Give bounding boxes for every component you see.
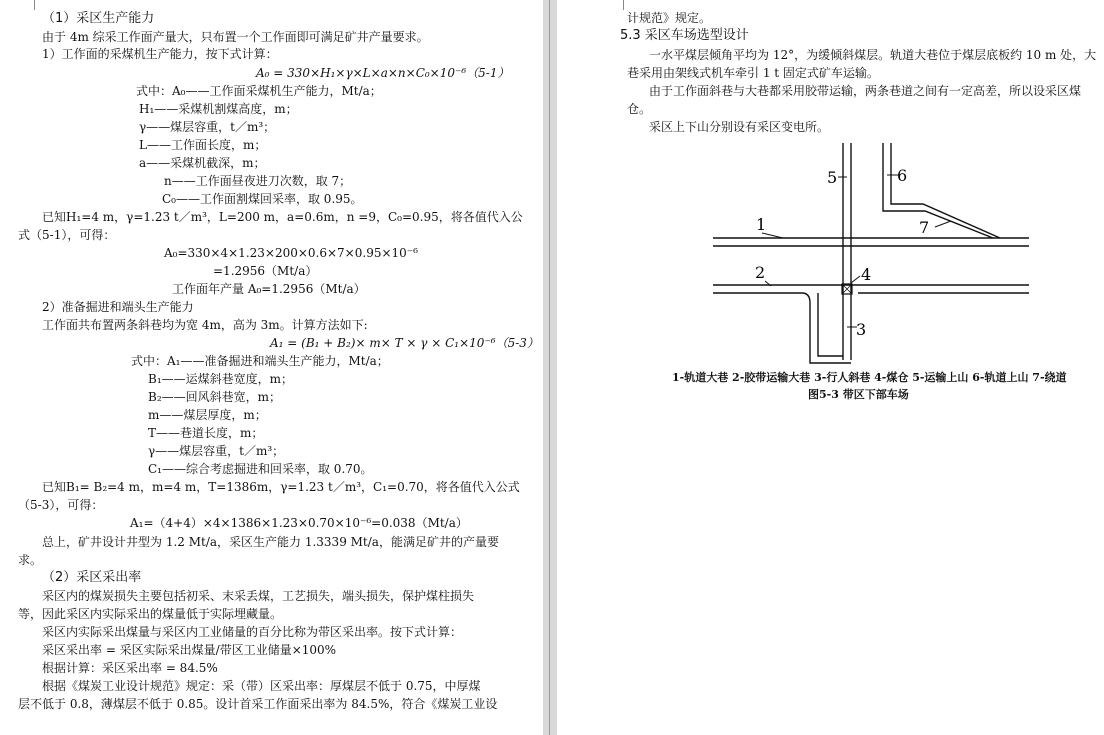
definition-line: 式中：A₁——准备掘进和端头生产能力，Mt/a； — [131, 354, 389, 368]
label-1: 1 — [756, 215, 767, 234]
definition-line: C₁——综合考虑掘进和回采率，取 0.70。 — [148, 462, 373, 476]
calculation-result: =1.2956（Mt/a） — [213, 264, 318, 278]
walkway-slope-inner — [818, 293, 843, 356]
body-line: 层不低于 0.8，薄煤层不低于 0.85。设计首采工作面采出率为 84.5%，符合《煤炭工业设 — [18, 697, 498, 711]
body-line: 采区内的煤炭损失主要包括初采、末采丢煤，工艺损失，端头损失，保护煤柱损失 — [42, 589, 475, 603]
body-line: 根据《煤炭工业设计规范》规定：采（带）区采出率：厚煤层不低于 0.75，中厚煤 — [42, 679, 481, 693]
label-6: 6 — [897, 166, 908, 185]
definition-line: L——工作面长度，m； — [139, 138, 267, 152]
body-line: 已知B₁= B₂=4 m，m=4 m，T=1386m，γ=1.23 t／m³，C₁=0.70，将各值代入公式 — [42, 480, 520, 494]
leader-4 — [851, 276, 860, 283]
formula-5-1: A₀ = 330×H₁×γ×L×a×n×C₀×10⁻⁶（5-1） — [256, 66, 510, 80]
page-gutter — [543, 0, 557, 735]
section-heading-5-3: 5.3 采区车场选型设计 — [620, 28, 749, 43]
annual-output-line: 工作面年产量 A₀=1.2956（Mt/a） — [172, 282, 366, 296]
calculation-line: A₀=330×4×1.23×200×0.6×7×0.95×10⁻⁶ — [164, 246, 418, 260]
body-line: 计规范》规定。 — [627, 11, 712, 25]
figure-caption: 图5-3 带区下部车场 — [808, 388, 909, 401]
label-3: 3 — [856, 320, 867, 339]
track-uphill-inner — [891, 143, 1000, 238]
label-5: 5 — [827, 168, 838, 187]
body-line: 已知H₁=4 m，γ=1.23 t／m³，L=200 m，a=0.6m，n =9，C₀=0.95，将各值代入公 — [42, 210, 523, 224]
body-line: 等，因此采区内实际采出的煤量低于实际埋藏量。 — [18, 607, 283, 621]
definition-line: C₀——工作面割煤回采率，取 0.95。 — [162, 192, 363, 206]
definition-line: 式中：A₀——工作面采煤机生产能力，Mt/a； — [136, 84, 382, 98]
definition-line: a——采煤机截深，m； — [139, 156, 266, 170]
body-line: 巷采用由架线式机车牵引 1 t 固定式矿车运输。 — [627, 66, 879, 80]
crop-mark — [24, 0, 35, 10]
page-divider — [549, 0, 550, 735]
body-line: 采区内实际采出煤量与采区内工业储量的百分比称为带区采出率。按下式计算： — [42, 625, 463, 639]
body-line: （5-3），可得： — [18, 498, 104, 512]
label-4: 4 — [861, 265, 872, 284]
definition-line: B₁——运煤斜巷宽度，m； — [148, 372, 294, 386]
body-line: 由于 4m 综采工作面产量大，只布置一个工作面即可满足矿井产量要求。 — [42, 30, 429, 44]
definition-line: m——煤层厚度，m； — [148, 408, 267, 422]
label-7: 7 — [919, 218, 930, 237]
definition-line: γ——煤层容重，t／m³； — [148, 444, 285, 458]
body-line: 式（5-1），可得： — [18, 228, 116, 242]
formula-5-3: A₁ = (B₁ + B₂)× m× T × γ × C₁×10⁻⁶（5-3） — [270, 336, 539, 350]
label-2: 2 — [755, 263, 766, 282]
figure-legend: 1-轨道大巷 2-胶带运输大巷 3-行人斜巷 4-煤仓 5-运输上山 6-轨道上山 7-绕道 — [672, 371, 1067, 384]
recovery-formula: 采区采出率 = 采区实际采出煤量/带区工业储量×100% — [42, 643, 337, 657]
recovery-result: 根据计算：采区采出率 = 84.5% — [42, 661, 218, 675]
body-line: 求。 — [18, 553, 43, 567]
body-line: 仓。 — [627, 102, 652, 116]
crop-mark — [613, 0, 624, 10]
body-line: 采区上下山分别设有采区变电所。 — [649, 120, 830, 134]
track-uphill-outer — [883, 143, 993, 238]
body-line: 工作面共布置两条斜巷均为宽 4m，高为 3m。计算方法如下: — [42, 318, 368, 332]
definition-line: H₁——采煤机割煤高度，m； — [139, 102, 298, 116]
right-page — [557, 0, 1104, 735]
section-heading-recovery: （2）采区采出率 — [42, 570, 142, 585]
body-line: 总上，矿井设计井型为 1.2 Mt/a，采区生产能力 1.3339 Mt/a，能满足矿井的产量要 — [42, 535, 499, 549]
yard-layout-figure — [557, 135, 1104, 395]
calculation-line: A₁=（4+4）×4×1386×1.23×0.70×10⁻⁶=0.038（Mt/a） — [130, 516, 468, 530]
subheading-line: 2）准备掘进和端头生产能力 — [42, 300, 194, 314]
body-line: 一水平煤层倾角平均为 12°，为缓倾斜煤层。轨道大巷位于煤层底板约 10 m 处，大 — [649, 48, 1097, 62]
definition-line: γ——煤层容重，t／m³； — [139, 120, 276, 134]
body-line: 1）工作面的采煤机生产能力，按下式计算： — [42, 47, 278, 61]
definition-line: n——工作面昼夜进刀次数，取 7； — [164, 174, 352, 188]
body-line: 由于工作面斜巷与大巷都采用胶带运输，两条巷道之间有一定高差，所以设采区煤 — [649, 84, 1082, 98]
left-page — [0, 0, 543, 735]
definition-line: T——巷道长度，m； — [148, 426, 264, 440]
definition-line: B₂——回风斜巷宽，m； — [148, 390, 282, 404]
leader-7 — [935, 221, 951, 227]
section-heading-capacity: （1）采区生产能力 — [42, 11, 155, 26]
